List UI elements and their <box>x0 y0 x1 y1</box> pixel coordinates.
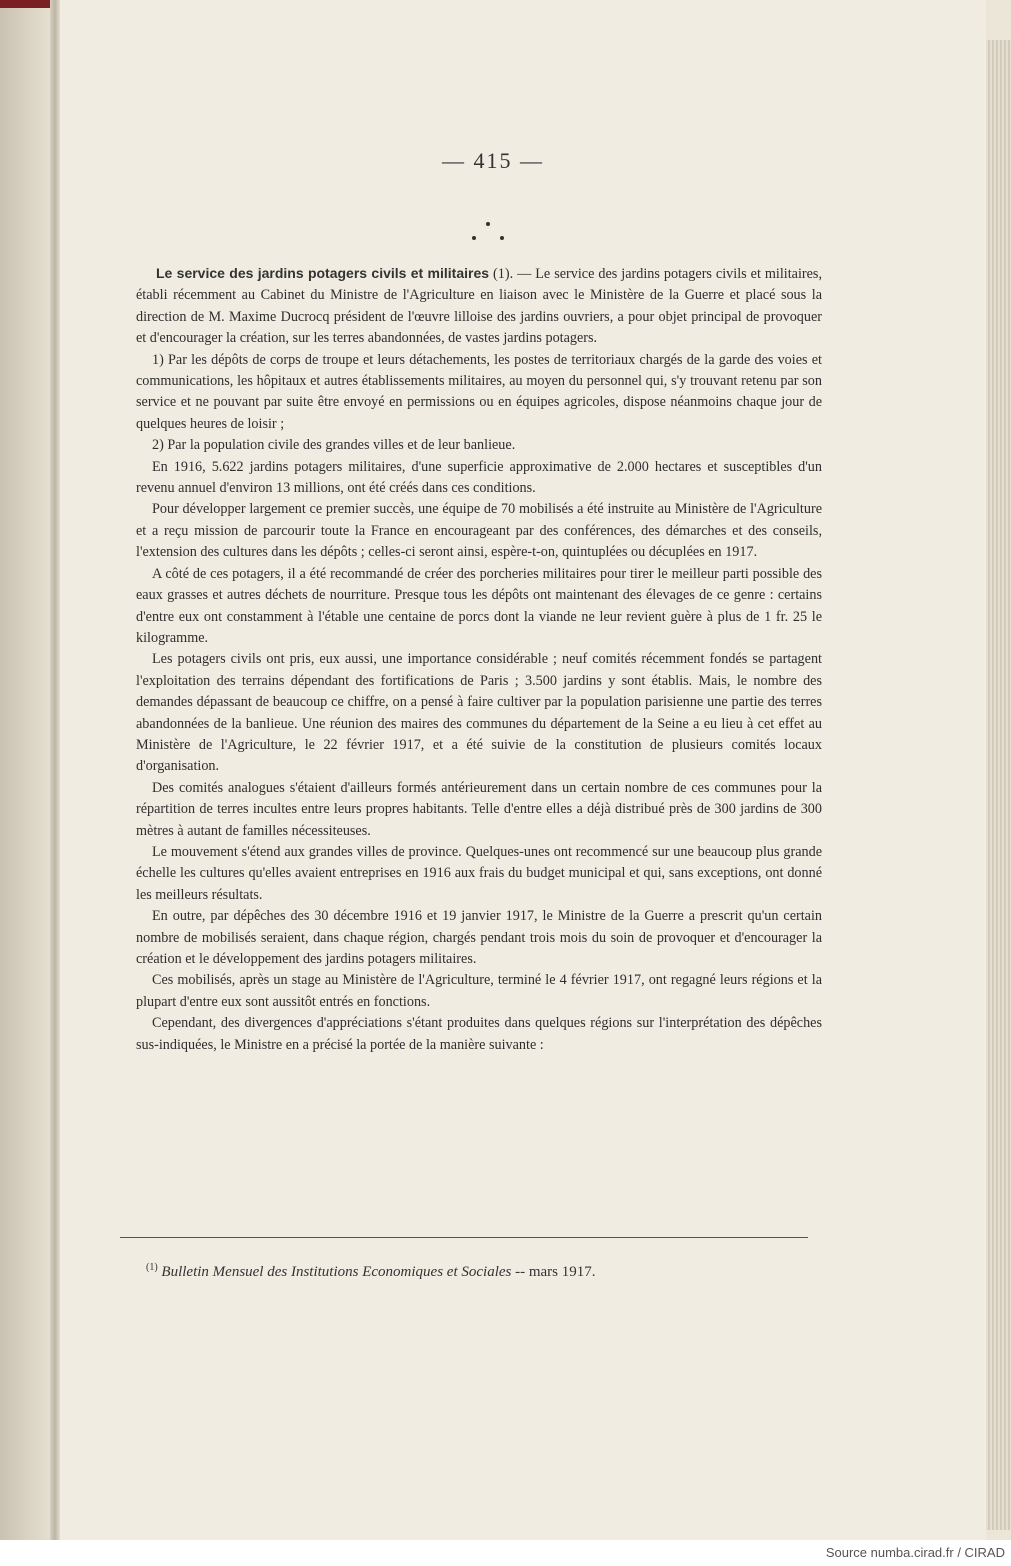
footnote-reference: (1) <box>493 266 510 282</box>
paragraph: Cependant, des divergences d'appréciations s'étant produites dans quelques régions sur l'interprétation des dépêches sus-indiquées, le Ministre en a précisé la portée de la manière suivante : <box>136 1015 822 1053</box>
paragraph: Pour développer largement ce premier succès, une équipe de 70 mobilisés a été instruite au Ministère de l'Agriculture et a reçu mission de parcourir toute la France en encourageant par des conférences, des démarches et des conseils, l'extension des cultures dans les dépôts ; celles-ci seront ainsi, espère-t-on, quintuplées ou décuplées en 1917. <box>136 501 822 561</box>
paragraph: . — Le service des jardins potagers civils et militaires, établi récemment au Cabinet du Ministre de l'Agriculture en liaison avec le Ministère de la Guerre et placé sous la direction de M. Maxime Ducrocq président de l'œuvre lilloise des jardins ouvriers, a pour objet principal de provoquer et d'encourager la création, sur les terres abandonnées, de vastes jardins potagers. <box>136 266 823 347</box>
paragraph: 2) Par la population civile des grandes villes et de leur banlieue. <box>152 437 516 454</box>
paragraph: A côté de ces potagers, il a été recommandé de créer des porcheries militaires pour tirer le meilleur parti possible des eaux grasses et autres déchets de nourriture. Presque tous les dépôts ont maintenant des élevages de ce genre : certains d'entre eux ont constamment à l'étable une centaine de porcs dont la viande ne leur revient guère à plus de 1 fr. 25 le kilogramme. <box>136 565 822 646</box>
footnote-divider <box>120 1237 808 1238</box>
asterism-ornament <box>466 220 510 246</box>
section-heading: Le service des jardins potagers civils et militaires <box>156 265 490 281</box>
source-attribution: Source numba.cirad.fr / CIRAD <box>825 1545 1005 1560</box>
footnote <box>146 1264 826 1281</box>
paragraph: Le mouvement s'étend aux grandes villes de province. Quelques-unes ont recommencé sur une beaucoup plus grande échelle les cultures qu'elles avaient entreprises en 1916 aux frais du budget municipal et qui, sans exceptions, ont donné les meilleurs résultats. <box>136 843 822 903</box>
paragraph-lead <box>136 263 822 350</box>
footnote-marker: (1) <box>146 1262 158 1273</box>
paragraph: En outre, par dépêches des 30 décembre 1916 et 19 janvier 1917, le Ministre de la Guerre a prescrit qu'un certain nombre de mobilisés seraient, dans chaque région, chargés pendant trois mois du soin de provoquer et d'encourager la création et le développement des jardins potagers militaires. <box>136 908 822 967</box>
left-page-edge <box>0 0 56 1540</box>
page-stack-edge <box>986 40 1011 1530</box>
paragraph: Des comités analogues s'étaient d'ailleurs formés antérieurement dans un certain nombre de ces communes pour la répartition de terres incultes entre leurs propres habitants. Telle d'entre elles a déjà distribué près de 300 jardins de 300 mètres à autant de familles nécessiteuses. <box>136 779 822 839</box>
paragraph: Les potagers civils ont pris, eux aussi, une importance considérable ; neuf comités récemment fondés se partagent l'exploitation des terrains dépendant des fortifications de Paris ; 3.500 jardins y sont établis. Mais, le nombre des demandes dépassant de beaucoup ce chiffre, on a pensé à faire cultiver par la population parisienne une partie des terres abandonnées de la banlieue. Une réunion des maires des communes du département de la Seine a eu lieu à cet effet au Ministère de l'Agriculture, le 22 février 1917, et a été suivie de la constitution de plusieurs comités locaux d'organisation. <box>136 651 822 775</box>
article-body <box>136 263 822 1056</box>
book-gutter <box>50 0 60 1540</box>
footnote-date: -- mars 1917. <box>511 1264 596 1280</box>
paragraph: Ces mobilisés, après un stage au Ministère de l'Agriculture, terminé le 4 février 1917, ont regagné leurs régions et la plupart d'entre eux sont aussitôt entrés en fonctions. <box>136 972 822 1010</box>
footnote-source: Bulletin Mensuel des Institutions Economiques et Sociales <box>161 1264 512 1280</box>
page-number: — 415 — <box>442 148 544 173</box>
paragraph: 1) Par les dépôts de corps de troupe et leurs détachements, les postes de territoriaux chargés de la garde des voies et communications, les hôpitaux et autres établissements militaires, au moyen du personnel qui, s'y trouvant retenu par son service et ne pouvant par suite être envoyé en permissions ou en équipes agricoles, dispose néanmoins chaque jour de quelques heures de loisir ; <box>136 351 822 432</box>
paragraph: En 1916, 5.622 jardins potagers militaires, d'une superficie approximative de 2.000 hectares et susceptibles d'un revenu annuel d'environ 13 millions, ont été créés dans ces conditions. <box>136 458 822 497</box>
